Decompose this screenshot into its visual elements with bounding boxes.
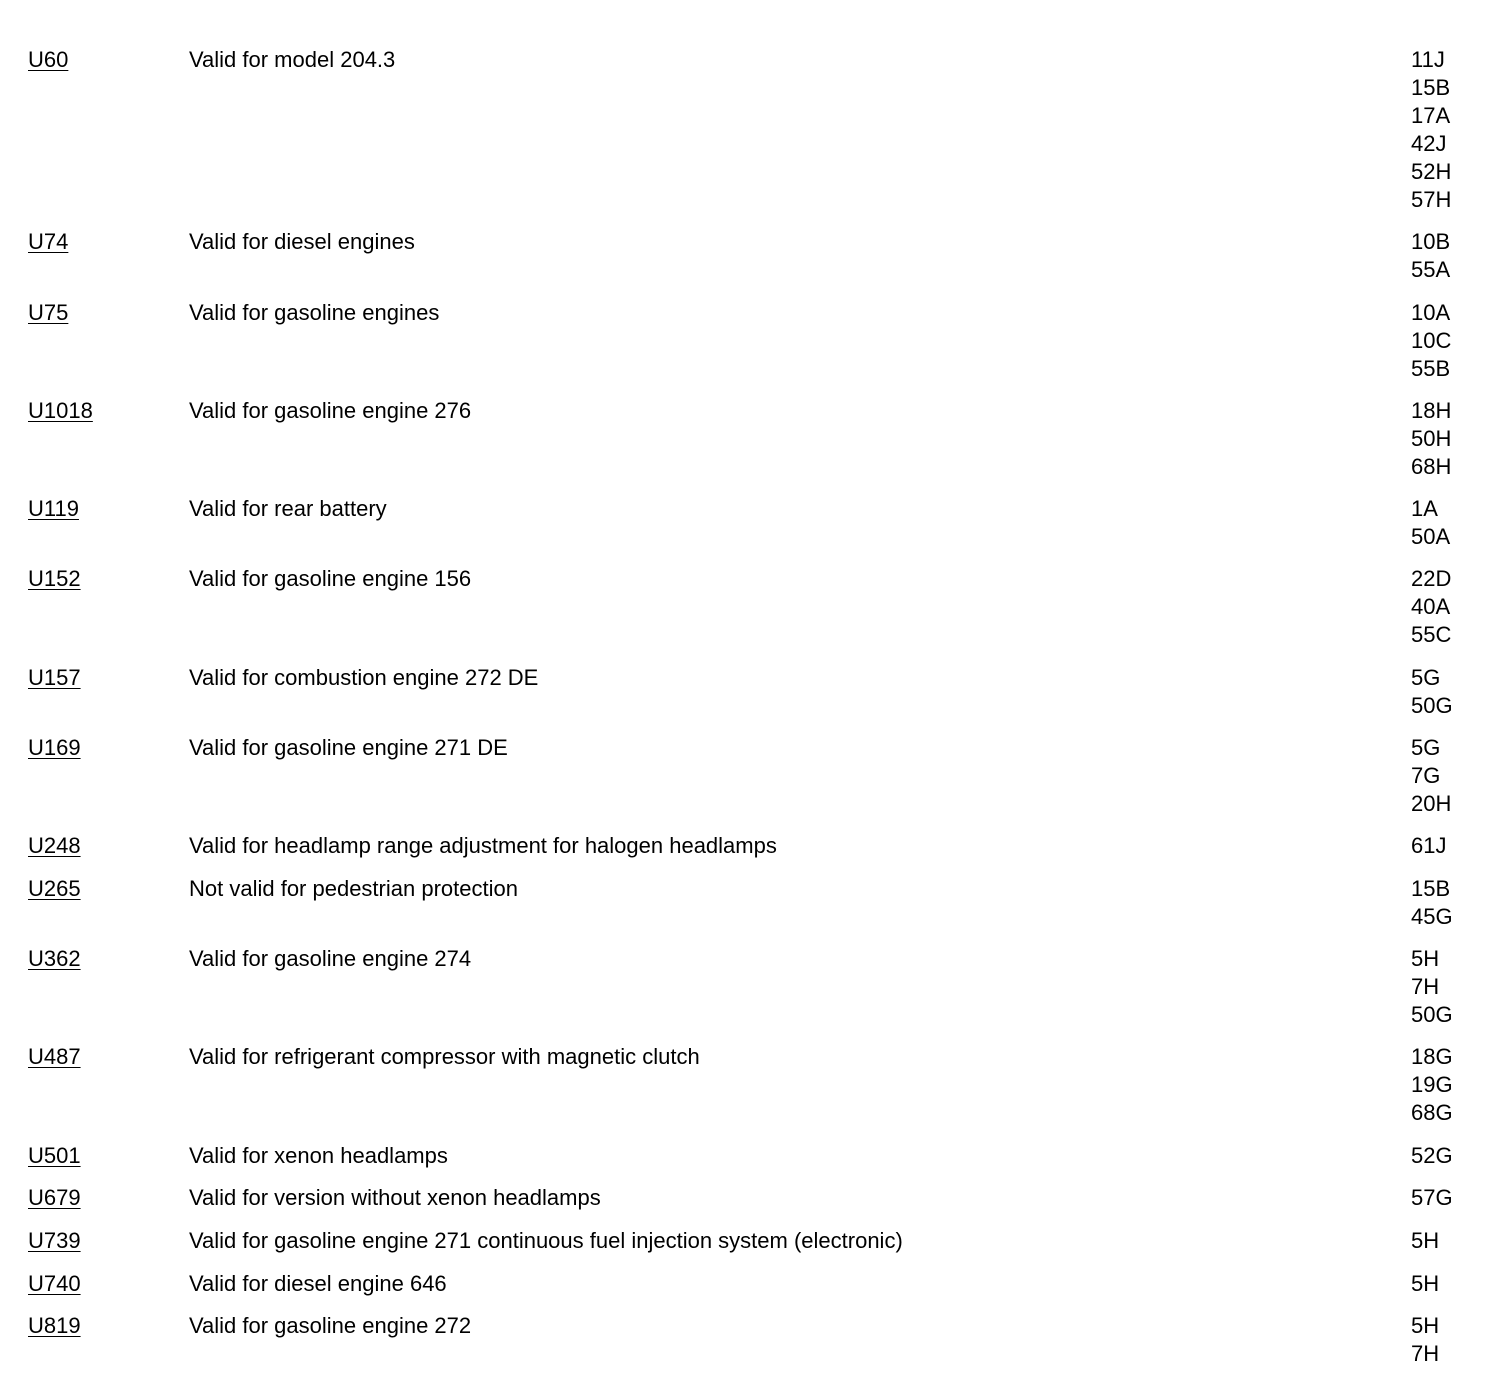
grid-reference: 50H [1411,426,1452,451]
validity-description: Valid for combustion engine 272 DE [189,665,539,690]
validity-description: Valid for gasoline engine 272 [189,1313,472,1338]
grid-reference-list [1411,46,1451,214]
grid-reference: 10B [1411,229,1451,254]
validity-description: Valid for diesel engines [189,229,415,254]
grid-reference: 22D [1411,566,1452,591]
grid-reference: 15B [1411,876,1451,901]
grid-reference: 11J [1411,47,1445,72]
grid-reference: 10C [1411,328,1452,353]
grid-reference: 5H [1411,1271,1440,1296]
validity-description: Valid for gasoline engine 271 DE [189,735,508,760]
grid-reference: 40A [1411,594,1451,619]
grid-reference-list [1411,875,1453,931]
grid-reference: 15B [1411,75,1451,100]
validity-description: Valid for diesel engine 646 [189,1271,447,1296]
grid-reference-list [1411,945,1453,1029]
grid-reference: 5H [1411,1313,1440,1338]
grid-reference: 50A [1411,524,1451,549]
grid-reference-list [1411,1142,1453,1170]
validity-description: Not valid for pedestrian protection [189,876,518,901]
grid-reference: 55A [1411,257,1451,282]
grid-reference-list [1411,228,1450,284]
grid-reference: 10A [1411,300,1451,325]
grid-reference: 42J [1411,131,1447,156]
grid-reference: 5G [1411,735,1441,760]
grid-reference: 52H [1411,159,1452,184]
grid-reference: 52G [1411,1143,1453,1168]
grid-reference: 61J [1411,833,1447,858]
validity-description: Valid for gasoline engine 271 continuous fuel injection system (electronic) [189,1228,903,1253]
grid-reference-list [1411,1227,1439,1255]
grid-reference-list [1411,1312,1439,1368]
validity-code-link[interactable]: U119 [28,496,79,521]
validity-code-link[interactable]: U60 [28,47,69,72]
grid-reference: 45G [1411,904,1453,929]
grid-reference: 7H [1411,1341,1440,1366]
validity-description: Valid for model 204.3 [189,47,396,72]
grid-reference-list [1411,1184,1453,1212]
grid-reference: 68H [1411,454,1452,479]
grid-reference: 19G [1411,1072,1453,1097]
grid-reference-list [1411,832,1446,860]
grid-reference: 5H [1411,1228,1440,1253]
validity-description: Valid for version without xenon headlamps [189,1185,601,1210]
validity-code-link[interactable]: U819 [28,1313,81,1338]
validity-code-link[interactable]: U501 [28,1143,81,1168]
validity-description: Valid for gasoline engine 274 [189,946,472,971]
validity-code-link[interactable]: U362 [28,946,81,971]
grid-reference: 68G [1411,1100,1453,1125]
validity-code-link[interactable]: U248 [28,833,81,858]
grid-reference: 50G [1411,1002,1453,1027]
grid-reference-list [1411,565,1451,649]
validity-code-link[interactable]: U679 [28,1185,81,1210]
grid-reference-list [1411,1270,1439,1298]
grid-reference: 18H [1411,398,1452,423]
grid-reference: 18G [1411,1044,1453,1069]
validity-code-link[interactable]: U169 [28,735,81,760]
validity-code-link[interactable]: U74 [28,229,69,254]
validity-code-link[interactable]: U157 [28,665,81,690]
validity-description: Valid for gasoline engine 276 [189,398,472,423]
grid-reference: 1A [1411,496,1438,521]
grid-reference-list [1411,734,1451,818]
validity-code-link[interactable]: U75 [28,300,69,325]
grid-reference: 17A [1411,103,1451,128]
validity-description: Valid for refrigerant compressor with magnetic clutch [189,1044,700,1069]
validity-code-link[interactable]: U265 [28,876,81,901]
grid-reference: 20H [1411,791,1452,816]
grid-reference: 5H [1411,946,1440,971]
validity-code-link[interactable]: U152 [28,566,81,591]
grid-reference-list [1411,664,1453,720]
validity-description: Valid for gasoline engines [189,300,440,325]
grid-reference-list [1411,1043,1453,1127]
grid-reference: 57H [1411,187,1452,212]
validity-description: Valid for rear battery [189,496,387,521]
grid-reference-list [1411,495,1450,551]
grid-reference: 55B [1411,356,1451,381]
validity-code-link[interactable]: U1018 [28,398,93,423]
grid-reference: 7G [1411,763,1441,788]
validity-code-link[interactable]: U739 [28,1228,81,1253]
validity-description: Valid for headlamp range adjustment for halogen headlamps [189,833,777,858]
grid-reference: 57G [1411,1185,1453,1210]
grid-reference: 7H [1411,974,1440,999]
grid-reference: 5G [1411,665,1441,690]
validity-description: Valid for xenon headlamps [189,1143,448,1168]
validity-code-link[interactable]: U487 [28,1044,81,1069]
grid-reference-list [1411,397,1451,481]
grid-reference-list [1411,299,1451,383]
grid-reference: 55C [1411,622,1452,647]
validity-description: Valid for gasoline engine 156 [189,566,472,591]
grid-reference: 50G [1411,693,1453,718]
validity-code-link[interactable]: U740 [28,1271,81,1296]
